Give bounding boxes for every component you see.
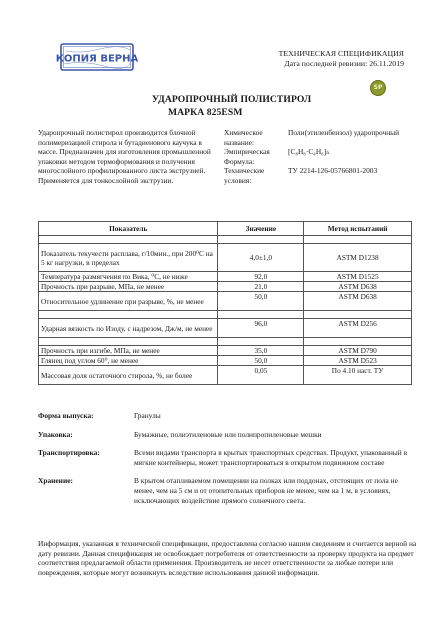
product-description: Ударопрочный полистирол производится блочной полимеризацией стирола и бутадиенового каучука в массе. Предназначен для изготовления промышленной упаковки методом термоформования и получения многослойного профилированного листа экструзией. Применяется для тонкослойной экструзии.: [38, 128, 211, 185]
info-value: Гранулы: [134, 411, 161, 420]
property-row: [224, 128, 414, 147]
table-cell-parameter: Относительное удлинение при разрыве, %, не менее: [39, 292, 218, 311]
property-key: Технические условия:: [224, 166, 265, 185]
header: [279, 49, 404, 69]
table-cell-value: 96,0: [218, 319, 304, 338]
title-line-2: МАРКА 825ESM: [168, 107, 243, 118]
specification-table: [38, 221, 412, 385]
table-cell-method: По 4.10 наст. ТУ: [304, 366, 412, 385]
table-cell-value: 0,05: [218, 366, 304, 385]
table-row: [39, 356, 412, 366]
info-key: Хранение:: [38, 476, 73, 486]
info-key: Упаковка:: [38, 429, 73, 439]
property-row: [224, 166, 414, 185]
disclaimer-text: Информация, указанная в технической спецификации, предоставлена согласно нашим сведениям и считается верной на дату ревизии. Данная спецификация не освобождает потребителя от ответственности за проверку продукта на предмет соответствия предлагаемой области применения. Производитель не несет ответственности за любые потери или повреждения, которые могут возникнуть вследствие использования данной информации.: [38, 539, 417, 577]
property-key: Химическое название:: [224, 128, 263, 147]
logo-text: SP: [373, 84, 383, 91]
table-row: [39, 272, 412, 282]
table-spacer: [39, 311, 412, 319]
copy-certified-stamp: [55, 42, 139, 72]
info-key: Форма выпуска:: [38, 411, 94, 420]
table-row: [39, 366, 412, 385]
table-cell-method: ASTM D790: [304, 346, 412, 356]
table-row: [39, 292, 412, 311]
product-properties: [224, 128, 414, 186]
info-item-packaging: [38, 430, 416, 440]
column-header-value: Значение: [218, 222, 304, 236]
document-type: ТЕХНИЧЕСКАЯ СПЕЦИФИКАЦИЯ: [278, 49, 404, 58]
table-cell-method: ASTM D523: [304, 356, 412, 366]
table-cell-parameter: Массовая доля остаточного стирола, %, не более: [39, 366, 218, 385]
column-header-method: Метод испытаний: [304, 222, 412, 236]
table-cell-parameter: Прочность при разрыве, МПа, не менее: [39, 282, 218, 292]
table-spacer: [39, 338, 412, 346]
table-cell-value: 4,0±1,0: [218, 244, 304, 272]
table-header-row: [39, 222, 412, 236]
table-cell-method: ASTM D1238: [304, 244, 412, 272]
title-line-1: УДАРОПРОЧНЫЙ ПОЛИСТИРОЛ: [152, 94, 312, 105]
property-value: [C₈H₈·C₄H₆]ₙ: [288, 147, 330, 157]
property-row: [224, 147, 414, 166]
product-info-section: [38, 411, 416, 514]
table-cell-method: ASTM D1525: [304, 272, 412, 282]
product-title: [152, 93, 311, 119]
info-item-storage: [38, 476, 416, 505]
company-logo-icon: [370, 80, 386, 96]
info-value: Бумажные, полиэтиленовые или полипропиленовые мешки: [134, 429, 322, 439]
table-cell-parameter: Ударная вязкость по Изоду, с надрезом, Дж/м, не менее: [39, 319, 218, 338]
table-cell-value: 50,0: [218, 356, 304, 366]
property-value: ТУ 2214-126-05766801-2003: [288, 166, 378, 176]
table-row: [39, 346, 412, 356]
table-row: [39, 282, 412, 292]
property-key: Эмпирическая Формула:: [224, 147, 270, 166]
table-row: [39, 319, 412, 338]
info-item-form: [38, 411, 416, 421]
info-value: Всеми видами транспорта в крытых транспортных средствах. Продукт, упакованный в мягкие контейнеры, может транспортироваться в открытом подвижном составе: [134, 448, 408, 467]
table-cell-parameter: Температура размягчения по Вика, ⁰С, не ниже: [39, 272, 218, 282]
table-row: [39, 244, 412, 272]
table-spacer: [39, 236, 412, 244]
property-value: Поли(этиленбензол) ударопрочный: [288, 128, 400, 137]
table-cell-value: 35,0: [218, 346, 304, 356]
info-item-transport: [38, 448, 416, 467]
table-cell-value: 92,0: [218, 272, 304, 282]
table-cell-parameter: Глянец под углом 60⁰, не менее: [39, 356, 218, 366]
revision-date: Дата последней ревизии: 26.11.2019: [284, 59, 404, 68]
table-cell-value: 21,0: [218, 282, 304, 292]
table-cell-value: 50,0: [218, 292, 304, 311]
table-cell-method: ASTM D256: [304, 319, 412, 338]
table-cell-method: ASTM D638: [304, 282, 412, 292]
svg-text:КОПИЯ ВЕРНА: КОПИЯ ВЕРНА: [55, 53, 139, 65]
table-cell-method: ASTM D638: [304, 292, 412, 311]
info-value: В крытом отапливаемом помещении на полках или поддонах, отстоящих от пола не менее, чем на 5 см и от отопительных приборов не менее, чем на 1 м, в условиях, исключающих воздействие прямого солнечного света.: [134, 476, 398, 505]
column-header-parameter: Показатель: [39, 222, 218, 236]
info-key: Транспортировка:: [38, 448, 100, 458]
table-cell-parameter: Показатель текучести расплава, г/10мин., при 200⁰С на 5 кг нагрузки, в пределах: [39, 244, 218, 272]
table-cell-parameter: Прочность при изгибе, МПа, не менее: [39, 346, 218, 356]
